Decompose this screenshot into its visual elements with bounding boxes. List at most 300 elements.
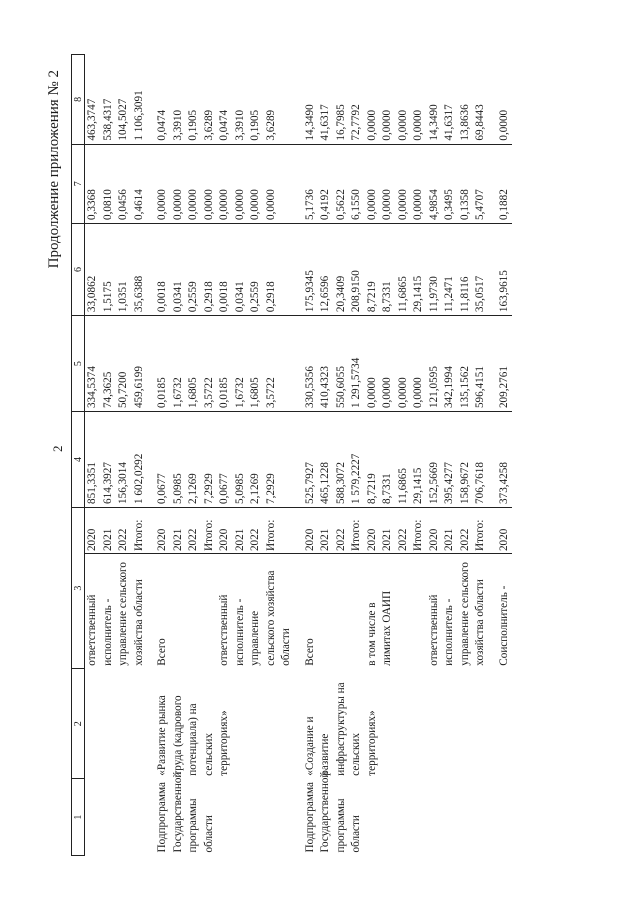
year-cell — [279, 507, 295, 553]
value-cell: 0,0185 — [217, 316, 233, 412]
table-row — [365, 55, 381, 856]
subprogram-cell — [458, 669, 474, 779]
value-cell: 525,7927 — [303, 412, 319, 508]
executor-cell: хозяйства области — [473, 554, 489, 669]
subprogram-cell: территориях» — [365, 710, 378, 776]
value-cell — [295, 316, 303, 412]
value-cell: 0,1882 — [497, 144, 513, 223]
year-cell — [295, 507, 303, 553]
value-cell: 334,5374 — [85, 316, 101, 412]
value-cell: 1 291,5734 — [349, 316, 365, 412]
value-cell: 614,3927 — [101, 412, 117, 508]
subprogram-cell — [248, 669, 264, 779]
program-cell: Государственной — [319, 771, 331, 853]
table-row — [217, 55, 233, 856]
value-cell: 20,3409 — [334, 223, 350, 315]
subprogram-cell: инфраструктуры на — [334, 682, 347, 776]
value-cell: 0,0000 — [202, 144, 218, 223]
value-cell: 0,0341 — [233, 223, 249, 315]
value-cell: 0,0000 — [365, 109, 378, 141]
value-cell: 3,3910 — [171, 109, 184, 141]
value-cell: 0,0474 — [156, 109, 168, 141]
value-cell: 0,0000 — [380, 316, 396, 412]
program-cell: программы — [187, 798, 199, 853]
value-cell: 0,0000 — [365, 144, 381, 223]
value-cell — [147, 412, 155, 508]
program-cell: Подпрограмма — [303, 782, 316, 853]
program-cell — [233, 779, 249, 856]
table-row — [497, 55, 513, 856]
value-cell: 14,3490 — [427, 104, 440, 141]
value-cell: 8,7219 — [365, 412, 381, 508]
value-cell: 0,0000 — [411, 144, 427, 223]
value-cell: 11,2471 — [442, 223, 458, 315]
value-cell: 121,0595 — [427, 316, 443, 412]
table-row — [318, 55, 334, 856]
column-header: 1 — [72, 779, 85, 856]
executor-cell: Всего — [155, 554, 171, 669]
subprogram-cell — [442, 669, 458, 779]
subprogram-cell — [116, 669, 132, 779]
year-cell: 2020 — [217, 507, 233, 553]
table-row — [380, 55, 396, 856]
subprogram-cell — [264, 669, 280, 779]
value-cell: 0,0677 — [217, 412, 233, 508]
year-cell: Итого: — [473, 507, 489, 553]
table-row — [411, 55, 427, 856]
executor-cell — [295, 554, 303, 669]
executor-cell — [349, 554, 365, 669]
value-cell: 0,1905 — [187, 109, 199, 141]
program-cell — [279, 779, 295, 856]
value-cell: 104,5027 — [117, 98, 129, 141]
value-cell: 0,0000 — [217, 144, 233, 223]
year-cell: 2020 — [427, 507, 443, 553]
subprogram-cell: развитие — [319, 733, 331, 776]
table-row — [349, 55, 365, 856]
value-cell: 7,2929 — [202, 412, 218, 508]
value-cell: 0,0018 — [217, 223, 233, 315]
program-cell — [489, 779, 497, 856]
year-cell: Итого: — [411, 507, 427, 553]
year-cell — [489, 507, 497, 553]
subprogram-cell — [147, 669, 155, 779]
value-cell: 11,6865 — [396, 412, 412, 508]
subprogram-cell: сельских — [350, 732, 362, 776]
subprogram-cell: потенциала) на — [187, 703, 199, 776]
table-row — [202, 55, 218, 856]
value-cell: 16,7985 — [334, 104, 347, 141]
subprogram-cell — [427, 669, 443, 779]
executor-cell — [489, 554, 497, 669]
year-cell: 2022 — [116, 507, 132, 553]
value-cell: 1,6732 — [233, 316, 249, 412]
year-cell: 2022 — [248, 507, 264, 553]
year-cell: 2021 — [233, 507, 249, 553]
value-cell: 0,4614 — [132, 144, 148, 223]
executor-cell: управление сельского — [116, 554, 132, 669]
table-row — [396, 55, 412, 856]
value-cell: 0,0018 — [155, 223, 171, 315]
subprogram-cell — [473, 669, 489, 779]
executor-cell: исполнитель - — [101, 554, 117, 669]
year-cell — [147, 507, 155, 553]
value-cell: 29,1415 — [411, 412, 427, 508]
executor-cell: в том числе в — [365, 554, 381, 669]
value-cell: 0,0185 — [155, 316, 171, 412]
subprogram-cell — [132, 669, 148, 779]
program-cell: Подпрограмма — [156, 782, 168, 853]
program-cell — [116, 779, 132, 856]
value-cell: 0,0474 — [218, 109, 230, 141]
value-cell: 0,0000 — [381, 109, 393, 141]
table-row — [279, 55, 295, 856]
value-cell: 3,5722 — [202, 316, 218, 412]
subprogram-cell — [497, 669, 513, 779]
table-row — [171, 55, 187, 856]
value-cell: 35,0517 — [473, 223, 489, 315]
subprogram-cell: территориях» — [218, 710, 230, 776]
column-header: 8 — [72, 55, 85, 145]
value-cell: 2,1269 — [248, 412, 264, 508]
value-cell: 465,1228 — [318, 412, 334, 508]
value-cell: 0,2918 — [264, 223, 280, 315]
value-cell: 5,4707 — [473, 144, 489, 223]
value-cell: 0,0000 — [396, 109, 409, 141]
value-cell: 851,3351 — [85, 412, 101, 508]
executor-cell — [147, 554, 155, 669]
value-cell: 0,3368 — [85, 144, 101, 223]
column-header: 7 — [72, 144, 85, 223]
value-cell: 0,0000 — [171, 144, 187, 223]
program-cell — [85, 779, 101, 856]
value-cell: 0,0677 — [155, 412, 171, 508]
year-cell: 2022 — [186, 507, 202, 553]
table-row — [116, 55, 132, 856]
column-header: 5 — [72, 316, 85, 412]
value-cell: 0,0000 — [248, 144, 264, 223]
program-cell — [442, 779, 458, 856]
value-cell — [147, 55, 155, 145]
value-cell: 2,1269 — [186, 412, 202, 508]
program-cell — [411, 779, 427, 856]
value-cell: 395,4277 — [442, 412, 458, 508]
executor-cell: ответственный — [427, 554, 443, 669]
table-body — [85, 55, 513, 856]
year-cell: 2022 — [334, 507, 350, 553]
year-cell: 2022 — [458, 507, 474, 553]
executor-cell — [411, 554, 427, 669]
column-number-header — [72, 55, 85, 856]
value-cell: 0,0000 — [233, 144, 249, 223]
program-cell — [295, 779, 303, 856]
value-cell: 8,7331 — [380, 412, 396, 508]
program-cell — [458, 779, 474, 856]
value-cell: 596,4151 — [473, 316, 489, 412]
budget-table — [71, 54, 512, 856]
value-cell: 74,3625 — [101, 316, 117, 412]
table-row — [334, 55, 350, 856]
annex-title: Продолжение приложения № 2 — [46, 70, 62, 269]
year-cell: 2020 — [497, 507, 513, 553]
value-cell: 0,0000 — [380, 144, 396, 223]
value-cell: 3,6289 — [202, 109, 215, 141]
value-cell: 5,0985 — [171, 412, 187, 508]
value-cell — [295, 412, 303, 508]
program-cell — [497, 779, 513, 856]
executor-cell: исполнитель - — [233, 554, 249, 669]
program-cell: области — [350, 815, 362, 853]
year-cell: 2020 — [303, 507, 319, 553]
value-cell: 538,4317 — [101, 98, 114, 141]
subprogram-cell: сельских — [202, 732, 215, 776]
executor-cell — [186, 554, 202, 669]
value-cell: 209,2761 — [497, 316, 513, 412]
table-row — [295, 55, 303, 856]
value-cell — [489, 223, 497, 315]
value-cell: 0,1358 — [458, 144, 474, 223]
value-cell: 41,6317 — [443, 104, 455, 141]
value-cell — [489, 412, 497, 508]
value-cell: 463,3747 — [86, 98, 98, 141]
value-cell: 11,6865 — [396, 223, 412, 315]
year-cell: 2021 — [380, 507, 396, 553]
value-cell: 208,9150 — [349, 223, 365, 315]
table-row — [489, 55, 497, 856]
value-cell: 14,3490 — [303, 104, 316, 141]
executor-cell — [396, 554, 412, 669]
executor-cell: управление сельского — [458, 554, 474, 669]
value-cell: 5,1736 — [303, 144, 319, 223]
year-cell: Итого: — [132, 507, 148, 553]
value-cell: 0,0000 — [264, 144, 280, 223]
value-cell: 1 602,0292 — [132, 412, 148, 508]
value-cell: 0,2559 — [186, 223, 202, 315]
value-cell: 0,1905 — [249, 109, 261, 141]
program-cell — [217, 779, 233, 856]
value-cell — [295, 55, 303, 145]
rotated-document-page — [46, 54, 601, 874]
subprogram-cell — [489, 669, 497, 779]
value-cell: 7,2929 — [264, 412, 280, 508]
value-cell — [489, 55, 497, 145]
value-cell: 1 579,2227 — [349, 412, 365, 508]
executor-cell: исполнитель - — [442, 554, 458, 669]
year-cell: 2020 — [365, 507, 381, 553]
column-header: 2 — [72, 669, 85, 779]
year-cell: 2021 — [101, 507, 117, 553]
subprogram-cell — [101, 669, 117, 779]
table-row — [442, 55, 458, 856]
executor-cell: Соисполнитель - — [497, 554, 513, 669]
subprogram-cell — [233, 669, 249, 779]
program-cell — [248, 779, 264, 856]
value-cell: 156,3014 — [116, 412, 132, 508]
value-cell: 0,0000 — [497, 109, 510, 141]
value-cell — [147, 223, 155, 315]
value-cell — [279, 223, 295, 315]
value-cell: 1,6732 — [171, 316, 187, 412]
subprogram-cell: «Развитие рынка — [156, 695, 168, 776]
program-cell: области — [202, 815, 215, 853]
value-cell — [295, 144, 303, 223]
subprogram-cell — [411, 669, 427, 779]
value-cell: 35,6388 — [132, 223, 148, 315]
subprogram-cell — [396, 669, 412, 779]
value-cell: 29,1415 — [411, 223, 427, 315]
value-cell: 11,8116 — [458, 223, 474, 315]
executor-cell: Всего — [303, 554, 319, 669]
executor-cell — [318, 554, 334, 669]
value-cell: 50,7200 — [116, 316, 132, 412]
value-cell: 706,7618 — [473, 412, 489, 508]
subprogram-cell: труда (кадрового — [171, 695, 184, 776]
value-cell: 1,6805 — [186, 316, 202, 412]
table-row — [248, 55, 264, 856]
value-cell: 0,0000 — [365, 316, 381, 412]
year-cell: 2022 — [396, 507, 412, 553]
table-row — [427, 55, 443, 856]
year-cell: Итого: — [264, 507, 280, 553]
executor-cell: сельского хозяйства — [264, 554, 280, 669]
executor-cell: ответственный — [85, 554, 101, 669]
value-cell: 41,6317 — [319, 104, 331, 141]
program-cell — [427, 779, 443, 856]
value-cell: 0,0000 — [186, 144, 202, 223]
column-header: 4 — [72, 412, 85, 508]
value-cell: 1,0351 — [116, 223, 132, 315]
value-cell: 0,0000 — [411, 316, 427, 412]
program-cell — [365, 779, 381, 856]
year-cell: Итого: — [349, 507, 365, 553]
table-row — [233, 55, 249, 856]
value-cell: 33,0862 — [85, 223, 101, 315]
value-cell: 72,7792 — [350, 104, 362, 141]
value-cell: 410,4323 — [318, 316, 334, 412]
value-cell — [279, 144, 295, 223]
value-cell: 8,7219 — [365, 223, 381, 315]
year-cell: 2020 — [155, 507, 171, 553]
value-cell: 12,6596 — [318, 223, 334, 315]
value-cell: 0,0000 — [412, 109, 424, 141]
executor-cell: лимитах ОАИП — [380, 554, 396, 669]
year-cell: 2021 — [442, 507, 458, 553]
table-row — [147, 55, 155, 856]
value-cell: 4,9854 — [427, 144, 443, 223]
program-cell — [132, 779, 148, 856]
program-cell — [147, 779, 155, 856]
year-cell: 2021 — [171, 507, 187, 553]
value-cell: 69,8443 — [474, 104, 486, 141]
value-cell: 3,6289 — [264, 109, 277, 141]
executor-cell: области — [279, 554, 295, 669]
value-cell: 175,9345 — [303, 223, 319, 315]
executor-cell — [334, 554, 350, 669]
value-cell: 163,9615 — [497, 223, 513, 315]
value-cell: 8,7331 — [380, 223, 396, 315]
value-cell — [489, 144, 497, 223]
value-cell: 1,6805 — [248, 316, 264, 412]
program-cell: программы — [334, 798, 347, 853]
table-row — [186, 55, 202, 856]
table-row — [303, 55, 319, 856]
year-cell: 2020 — [85, 507, 101, 553]
subprogram-cell — [279, 669, 295, 779]
value-cell: 0,0000 — [396, 144, 412, 223]
value-cell: 3,5722 — [264, 316, 280, 412]
program-cell — [101, 779, 117, 856]
value-cell: 13,8636 — [458, 104, 471, 141]
subprogram-cell — [380, 669, 396, 779]
program-cell: Государственной — [171, 771, 184, 853]
value-cell: 1 106,3091 — [132, 90, 145, 141]
value-cell: 550,6055 — [334, 316, 350, 412]
table-row — [155, 55, 171, 856]
value-cell: 0,2559 — [248, 223, 264, 315]
value-cell — [279, 412, 295, 508]
value-cell: 0,4192 — [318, 144, 334, 223]
value-cell — [147, 144, 155, 223]
value-cell: 0,0000 — [396, 316, 412, 412]
value-cell — [279, 316, 295, 412]
executor-cell — [171, 554, 187, 669]
table-row — [473, 55, 489, 856]
column-header: 6 — [72, 223, 85, 315]
value-cell: 135,1562 — [458, 316, 474, 412]
table-row — [101, 55, 117, 856]
executor-cell: хозяйства области — [132, 554, 148, 669]
subprogram-cell: «Создание и — [303, 716, 316, 776]
value-cell: 3,3910 — [233, 109, 246, 141]
executor-cell — [202, 554, 218, 669]
value-cell — [147, 316, 155, 412]
program-cell — [473, 779, 489, 856]
value-cell: 0,3495 — [442, 144, 458, 223]
table-row — [264, 55, 280, 856]
program-cell — [264, 779, 280, 856]
value-cell: 342,1994 — [442, 316, 458, 412]
value-cell: 373,4258 — [497, 412, 513, 508]
executor-cell: ответственный — [217, 554, 233, 669]
value-cell — [295, 223, 303, 315]
value-cell: 459,6199 — [132, 316, 148, 412]
subprogram-cell — [295, 669, 303, 779]
program-cell — [380, 779, 396, 856]
column-header: 3 — [72, 507, 85, 668]
year-cell: 2021 — [318, 507, 334, 553]
value-cell: 0,2918 — [202, 223, 218, 315]
program-cell — [396, 779, 412, 856]
value-cell: 588,3072 — [334, 412, 350, 508]
subprogram-cell — [85, 669, 101, 779]
value-cell: 152,5669 — [427, 412, 443, 508]
page-number: 2 — [50, 445, 65, 452]
value-cell: 0,0000 — [155, 144, 171, 223]
table-row — [458, 55, 474, 856]
table-row — [85, 55, 101, 856]
value-cell: 0,0456 — [116, 144, 132, 223]
value-cell: 0,5622 — [334, 144, 350, 223]
value-cell: 0,0341 — [171, 223, 187, 315]
value-cell: 158,9672 — [458, 412, 474, 508]
value-cell — [489, 316, 497, 412]
value-cell: 5,0985 — [233, 412, 249, 508]
table-row — [132, 55, 148, 856]
value-cell: 330,5356 — [303, 316, 319, 412]
value-cell: 6,1550 — [349, 144, 365, 223]
value-cell — [279, 55, 295, 145]
value-cell: 11,9730 — [427, 223, 443, 315]
